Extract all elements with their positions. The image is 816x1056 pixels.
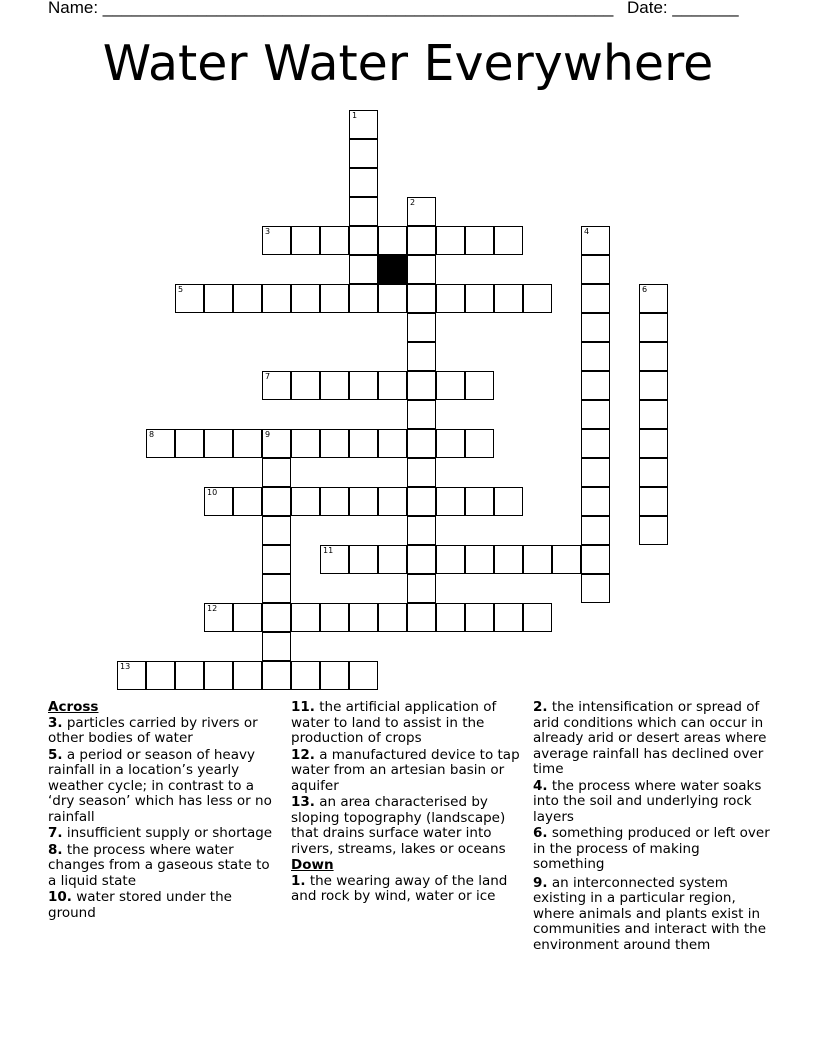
clue-column-2 [291,700,523,906]
grid-cell[interactable] [407,574,436,603]
grid-cell[interactable] [117,661,146,690]
grid-cell[interactable] [349,110,378,139]
clue-across-7: 7. insufficient supply or shortage [48,825,273,841]
grid-cell[interactable] [349,139,378,168]
grid-cell[interactable] [523,603,552,632]
grid-cell[interactable] [407,545,436,574]
grid-cell[interactable] [581,313,610,342]
grid-cell[interactable] [233,487,262,516]
grid-cell[interactable] [581,487,610,516]
grid-cell[interactable] [494,545,523,574]
grid-cell[interactable] [320,545,349,574]
grid-cell[interactable] [407,603,436,632]
grid-cell[interactable] [291,429,320,458]
grid-cell[interactable] [349,226,378,255]
cell-number: 7 [265,372,271,381]
grid-cell[interactable] [378,487,407,516]
grid-cell[interactable] [349,168,378,197]
grid-cell[interactable] [581,458,610,487]
cell-number: 2 [410,198,416,207]
grid-cell[interactable] [639,458,668,487]
grid-cell[interactable] [262,458,291,487]
grid-cell[interactable] [436,371,465,400]
grid-cell[interactable] [262,284,291,313]
grid-cell[interactable] [523,545,552,574]
cell-number: 1 [352,111,358,120]
grid-cell[interactable] [639,313,668,342]
grid-cell[interactable] [291,226,320,255]
grid-cell[interactable] [407,226,436,255]
clue-down-2: 2. the intensification or spread of arid conditions which can occur in already arid or desert areas where average rainfall has declined over time [533,699,767,777]
grid-cell[interactable] [204,487,233,516]
grid-cell[interactable] [262,371,291,400]
grid-cell[interactable] [581,429,610,458]
grid-cell[interactable] [407,197,436,226]
grid-cell[interactable] [204,661,233,690]
grid-cell[interactable] [639,487,668,516]
grid-cell[interactable] [204,603,233,632]
down-heading: Down [291,857,334,873]
clue-across-11: 11. the artificial application of water to land to assist in the production of crops [291,699,497,746]
grid-cell[interactable] [291,284,320,313]
grid-cell[interactable] [465,284,494,313]
grid-cell[interactable] [320,226,349,255]
grid-cell[interactable] [552,545,581,574]
grid-cell[interactable] [639,284,668,313]
clue-across-12: 12. a manufactured device to tap water from an artesian basin or aquifer [291,746,520,794]
grid-cell[interactable] [262,226,291,255]
grid-cell[interactable] [204,284,233,313]
across-heading: Across [48,699,99,715]
grid-cell[interactable] [320,429,349,458]
grid-cell[interactable] [639,400,668,429]
grid-cell[interactable] [262,487,291,516]
grid-cell[interactable] [639,371,668,400]
grid-cell[interactable] [146,429,175,458]
cell-number: 4 [584,227,590,236]
clue-across-10: 10. water stored under the ground [48,889,232,921]
cell-number: 10 [207,488,218,497]
grid-cell[interactable] [291,371,320,400]
grid-cell[interactable] [262,632,291,661]
grid-cell[interactable] [320,371,349,400]
grid-cell[interactable] [581,255,610,284]
grid-cell[interactable] [465,603,494,632]
grid-cell[interactable] [465,429,494,458]
grid-cell[interactable] [581,516,610,545]
grid-cell[interactable] [436,226,465,255]
grid-cell[interactable] [233,661,262,690]
grid-cell[interactable] [291,487,320,516]
cell-number: 6 [642,285,648,294]
grid-cell[interactable] [262,516,291,545]
grid-cell[interactable] [407,371,436,400]
grid-cell[interactable] [581,284,610,313]
grid-cell[interactable] [465,545,494,574]
grid-cell[interactable] [320,603,349,632]
grid-cell[interactable] [407,400,436,429]
grid-cell[interactable] [262,545,291,574]
grid-cell[interactable] [262,574,291,603]
cell-number: 3 [265,227,271,236]
grid-cell[interactable] [320,661,349,690]
clue-column-3 [533,700,773,954]
grid-cell[interactable] [320,487,349,516]
grid-cell[interactable] [407,255,436,284]
grid-cell[interactable] [262,429,291,458]
grid-cell[interactable] [378,371,407,400]
grid-cell[interactable] [175,661,204,690]
cell-number: 12 [207,604,218,613]
grid-cell[interactable] [378,545,407,574]
grid-cell[interactable] [349,255,378,284]
grid-cell[interactable] [378,429,407,458]
grid-cell[interactable] [175,284,204,313]
grid-cell[interactable] [204,429,233,458]
grid-cell[interactable] [320,284,349,313]
date-field[interactable]: Date: _______ [627,0,739,17]
clue-down-4: 4. the process where water soaks into the soil and underlying rock layers [533,777,762,825]
grid-cell[interactable] [436,284,465,313]
blocked-cell [378,255,407,284]
grid-cell[interactable] [175,429,204,458]
grid-cell[interactable] [262,603,291,632]
cell-number: 13 [120,662,131,671]
grid-cell[interactable] [233,284,262,313]
grid-cell[interactable] [407,487,436,516]
clue-across-13: 13. an area characterised by sloping topography (landscape) that drains surface water into rivers, streams, lakes or oceans [291,794,506,857]
page-title: Water Water Everywhere [102,35,714,92]
grid-cell[interactable] [233,429,262,458]
grid-cell[interactable] [378,603,407,632]
clue-down-6: 6. something produced or left over in the process of making something [533,825,770,872]
grid-cell[interactable] [349,429,378,458]
grid-cell[interactable] [639,342,668,371]
grid-cell[interactable] [349,284,378,313]
grid-cell[interactable] [639,429,668,458]
grid-cell[interactable] [436,429,465,458]
cell-number: 9 [265,430,271,439]
grid-cell[interactable] [407,313,436,342]
grid-cell[interactable] [291,603,320,632]
grid-cell[interactable] [407,429,436,458]
cell-number: 11 [323,546,334,555]
grid-cell[interactable] [581,371,610,400]
clue-down-1: 1. the wearing away of the land and rock by wind, water or ice [291,872,508,904]
grid-cell[interactable] [523,284,552,313]
grid-cell[interactable] [436,603,465,632]
grid-cell[interactable] [436,487,465,516]
grid-cell[interactable] [407,342,436,371]
grid-cell[interactable] [291,661,320,690]
grid-cell[interactable] [407,516,436,545]
grid-cell[interactable] [262,661,291,690]
grid-cell[interactable] [494,284,523,313]
clue-down-9: 9. an interconnected system existing in a particular region, where animals and plants exist in communities and interact with the environment around them [533,874,767,953]
grid-cell[interactable] [494,603,523,632]
grid-cell[interactable] [146,661,175,690]
grid-cell[interactable] [233,603,262,632]
grid-cell[interactable] [465,226,494,255]
grid-cell[interactable] [349,371,378,400]
name-field[interactable]: Name: ______________________________________________________ [48,0,614,17]
grid-cell[interactable] [349,661,378,690]
grid-cell[interactable] [581,574,610,603]
cell-number: 5 [178,285,184,294]
grid-cell[interactable] [465,371,494,400]
grid-cell[interactable] [639,516,668,545]
grid-cell[interactable] [349,487,378,516]
grid-cell[interactable] [349,545,378,574]
grid-cell[interactable] [494,226,523,255]
grid-cell[interactable] [436,545,465,574]
clue-across-8: 8. the process where water changes from a gaseous state to a liquid state [48,841,270,889]
grid-cell[interactable] [465,487,494,516]
clue-across-5: 5. a period or season of heavy rainfall in a location’s yearly weather cycle; in contrast to a ‘dry season’ which has less or no rainfall [48,746,272,825]
grid-cell[interactable] [349,197,378,226]
grid-cell[interactable] [407,284,436,313]
grid-cell[interactable] [581,400,610,429]
grid-cell[interactable] [494,487,523,516]
grid-cell[interactable] [407,458,436,487]
clue-column-1 [48,700,280,922]
cell-number: 8 [149,430,155,439]
grid-cell[interactable] [581,545,610,574]
clue-across-3: 3. particles carried by rivers or other bodies of water [48,714,258,746]
grid-cell[interactable] [581,226,610,255]
grid-cell[interactable] [378,226,407,255]
grid-cell[interactable] [349,603,378,632]
grid-cell[interactable] [378,284,407,313]
grid-cell[interactable] [581,342,610,371]
